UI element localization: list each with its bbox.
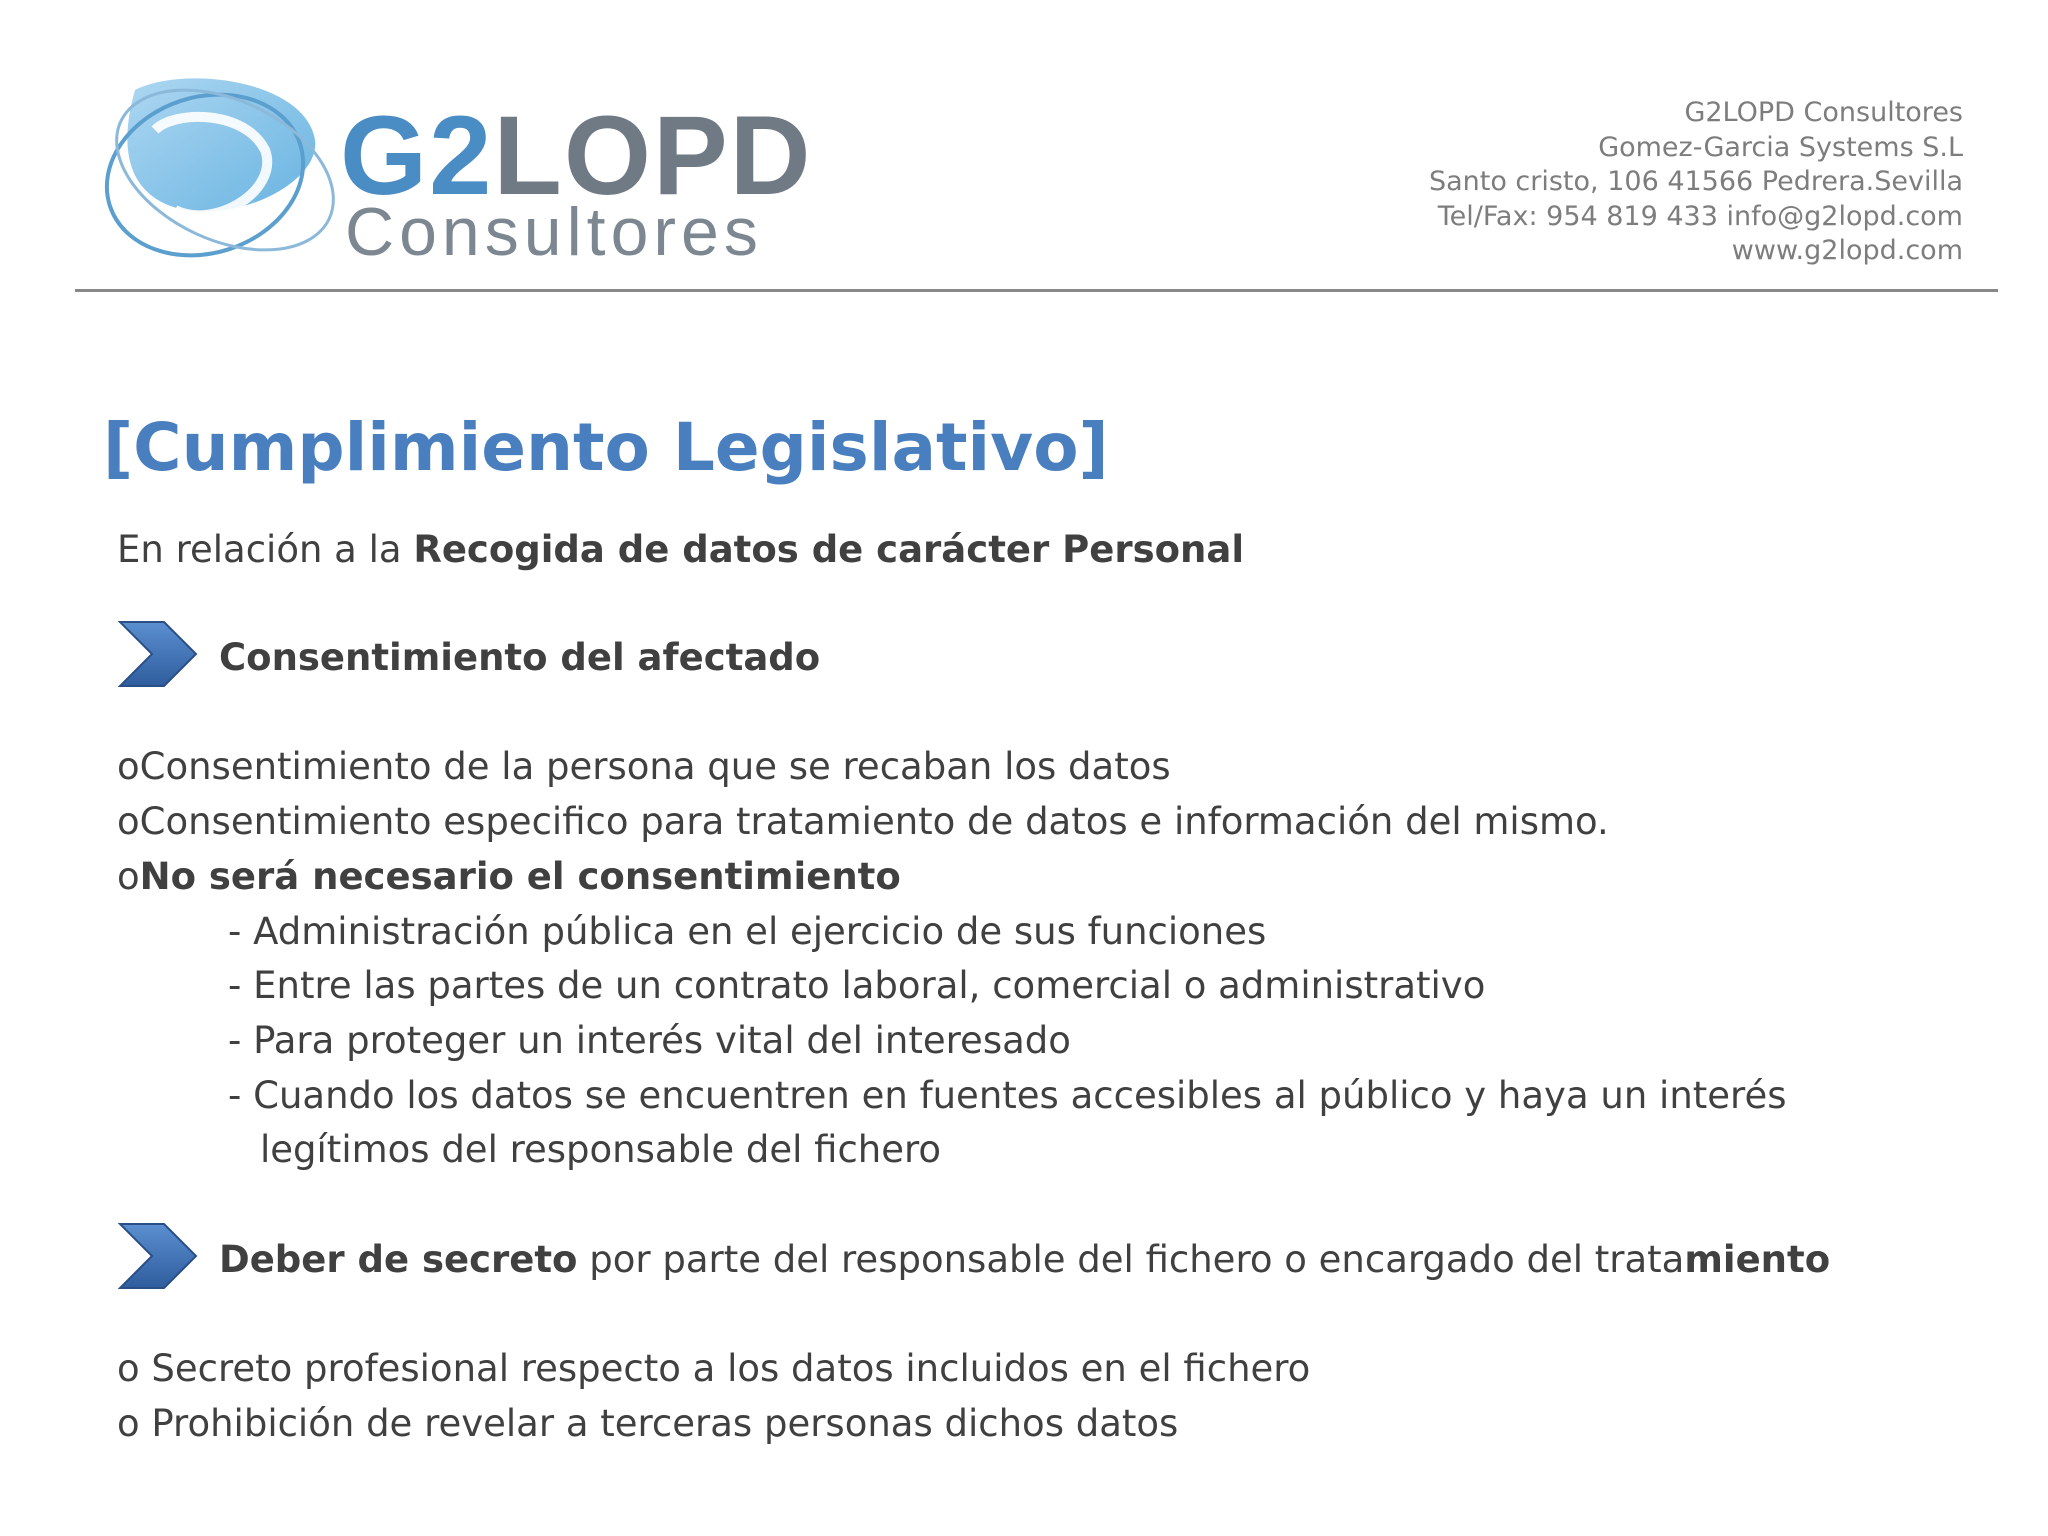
company-phone-email: Tel/Fax: 954 819 433 info@g2lopd.com: [1437, 200, 1963, 232]
logo-wordmark-lopd: LOPD: [493, 93, 813, 218]
slide-title: [Cumplimiento Legislativo]: [103, 409, 1109, 486]
list-item: o Prohibición de revelar a terceras personas dichos datos: [117, 1402, 1179, 1445]
secrecy-heading-emphasis-end: miento: [1684, 1238, 1831, 1281]
sub-list-item-continuation: legítimos del responsable del fichero: [260, 1128, 942, 1171]
secrecy-heading-emphasis: Deber de secreto: [219, 1238, 578, 1281]
logo-wordmark-g2: G2: [340, 93, 494, 218]
sub-list-item: - Cuando los datos se encuentren en fuentes accesibles al público y haya un interés: [228, 1074, 1787, 1117]
section-secrecy-heading: [219, 1238, 1830, 1282]
company-logo: [95, 70, 813, 280]
bullet-marker: o: [117, 855, 140, 898]
sub-list-item: - Entre las partes de un contrato laboral, comercial o administrativo: [228, 964, 1486, 1007]
list-item: [117, 855, 901, 899]
sub-list-item: - Administración pública en el ejercicio de sus funciones: [228, 910, 1267, 953]
company-name: G2LOPD Consultores: [1684, 97, 1963, 128]
chevron-right-icon: [118, 1222, 198, 1290]
company-legal-name: Gomez-Garcia Systems S.L: [1598, 131, 1963, 163]
logo-subtitle: Consultores: [345, 194, 763, 270]
sub-list-item: - Para proteger un interés vital del interesado: [228, 1019, 1071, 1062]
chevron-right-icon: [118, 620, 198, 688]
intro-text: En relación a la: [117, 528, 414, 571]
list-item: o Secreto profesional respecto a los datos incluidos en el fichero: [117, 1347, 1311, 1390]
intro-line: [117, 528, 1244, 572]
intro-emphasis: Recogida de datos de carácter Personal: [413, 528, 1245, 571]
list-item: oConsentimiento especifico para tratamiento de datos e información del mismo.: [117, 800, 1609, 843]
company-website: www.g2lopd.com: [1731, 235, 1963, 266]
header-divider: [75, 289, 1998, 292]
logo-swirl-icon: [95, 70, 355, 280]
list-item-emphasis: No será necesario el consentimiento: [139, 855, 901, 898]
secrecy-heading-text: por parte del responsable del fichero o encargado del trata: [577, 1238, 1685, 1281]
company-address: Santo cristo, 106 41566 Pedrera.Sevilla: [1428, 166, 1963, 197]
section-consent-heading: Consentimiento del afectado: [219, 636, 821, 679]
list-item: oConsentimiento de la persona que se recaban los datos: [117, 745, 1171, 788]
company-contact-block: [1429, 96, 1963, 269]
